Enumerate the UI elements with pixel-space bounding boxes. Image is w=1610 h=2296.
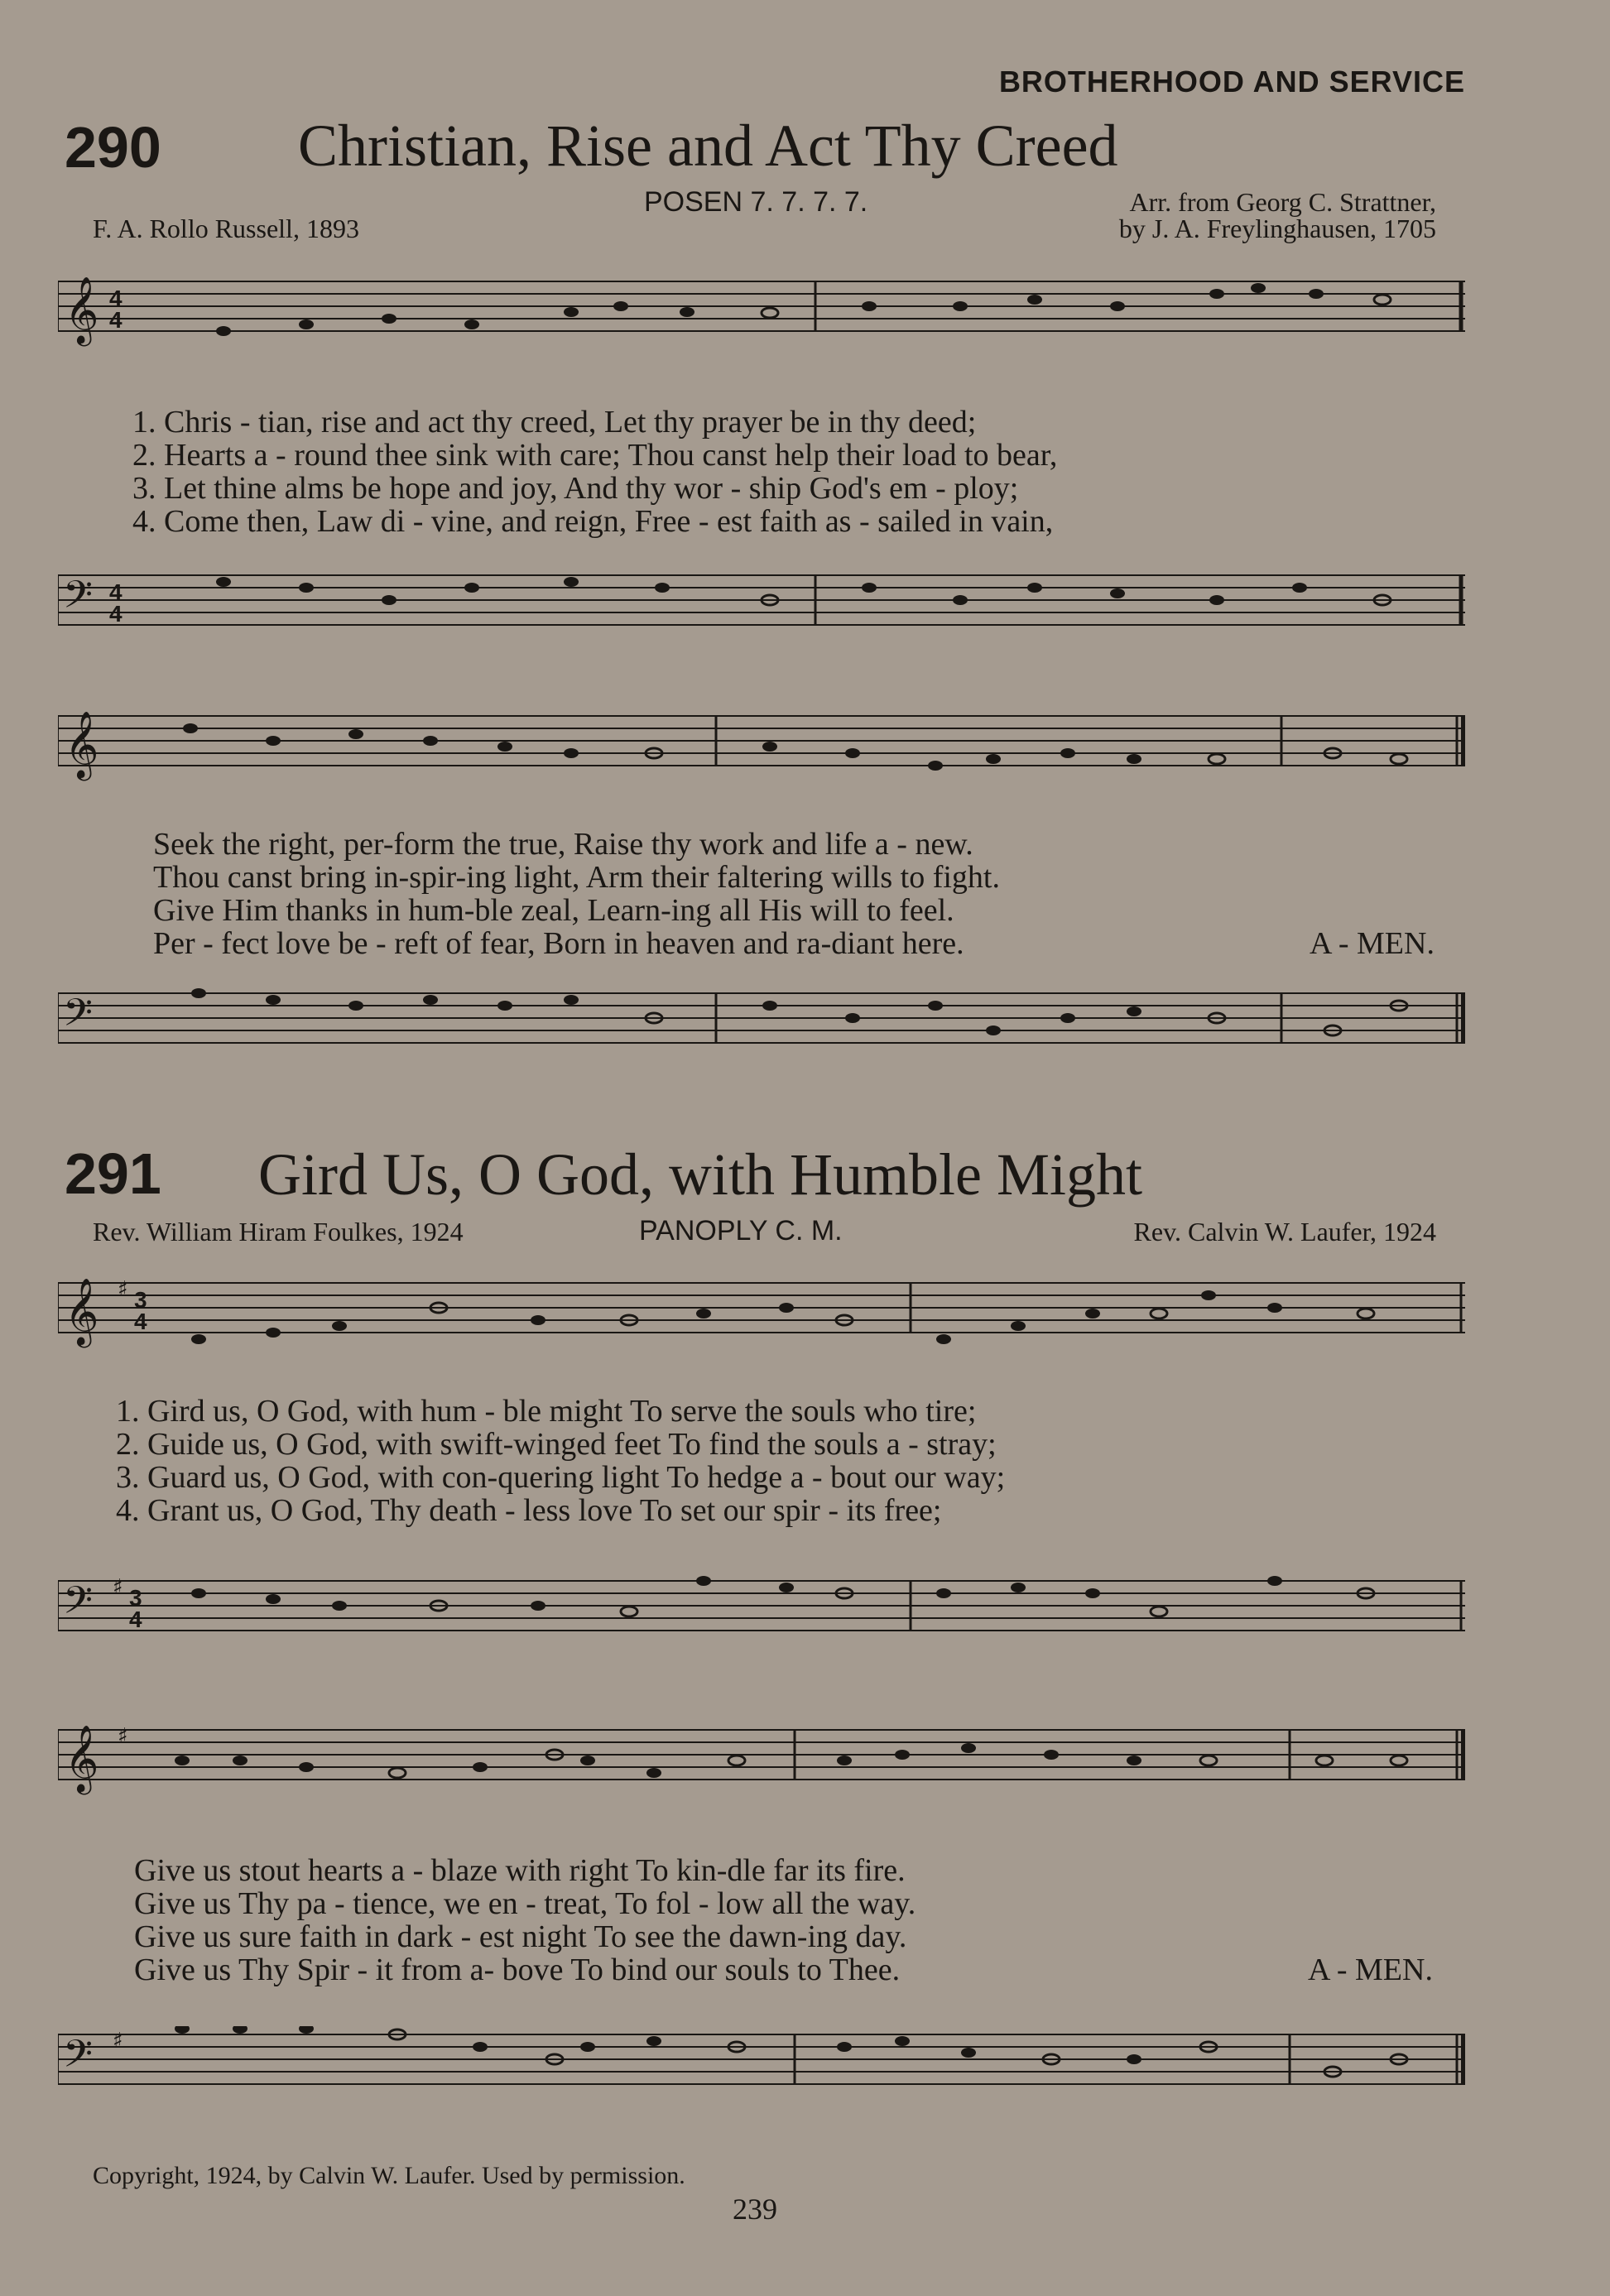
svg-text:𝄢: 𝄢	[63, 1578, 94, 1632]
hymn-290-treble-staff-2	[58, 708, 1465, 782]
svg-text:♯: ♯	[118, 1277, 128, 1302]
hymn-291-tune: PANOPLY C. M.	[639, 1215, 843, 1246]
hymn-291-verse-2-line-1: 2. Guide us, O God, with swift-winged feet To find the souls a - stray;	[116, 1427, 997, 1462]
hymn-291-composer: Rev. Calvin W. Laufer, 1924	[1133, 1217, 1436, 1246]
hymn-291-treble-staff-2	[58, 1722, 1465, 1796]
hymn-290-verse-2-line-2: Thou canst bring in-spir-ing light, Arm their faltering wills to fight.	[153, 860, 1000, 895]
hymn-290-verse-3-line-1: 3. Let thine alms be hope and joy, And thy wor - ship God's em - ploy;	[132, 471, 1019, 506]
hymn-291-verse-4-line-2: Give us Thy Spir - it from a- bove To bind our souls to Thee.	[134, 1953, 901, 1987]
hymn-290-verse-3-line-2: Give Him thanks in hum-ble zeal, Learn-ing all His will to feel.	[153, 893, 954, 928]
svg-text:𝄢: 𝄢	[63, 991, 94, 1045]
svg-text:3: 3	[129, 1585, 142, 1611]
hymn-291-bass-staff-2	[58, 2026, 1465, 2101]
svg-text:𝄞: 𝄞	[65, 710, 99, 778]
hymn-291-verse-2-line-2: Give us Thy pa - tience, we en - treat, To fol - low all the way.	[134, 1886, 916, 1921]
hymn-290-bass-staff-2	[58, 985, 1465, 1059]
svg-text:♯: ♯	[113, 2029, 123, 2053]
hymn-290-verse-4-line-1: 4. Come then, Law di - vine, and reign, Free - est faith as - sailed in vain,	[132, 504, 1054, 539]
svg-text:♯: ♯	[118, 1724, 128, 1749]
hymn-291-bass-staff-1	[58, 1573, 1465, 1647]
section-heading: BROTHERHOOD AND SERVICE	[998, 65, 1465, 98]
svg-text:4: 4	[109, 307, 123, 333]
hymn-290-verse-1-line-1: 1. Chris - tian, rise and act thy creed, Let thy prayer be in thy deed;	[132, 405, 977, 440]
svg-text:𝄞: 𝄞	[65, 276, 99, 343]
hymn-290-verse-2-line-1: 2. Hearts a - round thee sink with care; Thou canst help their load to bear,	[132, 438, 1058, 473]
svg-text:♯: ♯	[113, 1575, 123, 1600]
svg-text:4: 4	[129, 1607, 142, 1632]
hymn-291-verse-4-line-1: 4. Grant us, O God, Thy death - less love To set our spir - its free;	[116, 1493, 942, 1528]
hymn-290-amen: A - MEN.	[1310, 926, 1435, 961]
svg-text:𝄞: 𝄞	[65, 1277, 99, 1345]
hymn-291-verse-1-line-1: 1. Gird us, O God, with hum - ble might To serve the souls who tire;	[116, 1394, 977, 1429]
svg-text:4: 4	[109, 286, 123, 311]
hymn-291-amen: A - MEN.	[1308, 1953, 1433, 1987]
copyright-notice: Copyright, 1924, by Calvin W. Laufer. Used by permission.	[93, 2162, 685, 2189]
hymn-290-composer-line1: Arr. from Georg C. Strattner,	[1129, 187, 1436, 217]
hymn-290-verse-4-line-2: Per - fect love be - reft of fear, Born in heaven and ra-diant here.	[153, 926, 964, 961]
svg-text:4: 4	[109, 601, 123, 627]
hymn-290-tune: POSEN 7. 7. 7. 7.	[644, 186, 868, 218]
hymn-291-author: Rev. William Hiram Foulkes, 1924	[93, 1217, 464, 1246]
hymn-290-number: 290	[65, 115, 161, 180]
svg-text:3: 3	[134, 1287, 147, 1313]
hymn-290-treble-staff-1	[58, 273, 1465, 348]
hymn-291-treble-staff-1	[58, 1275, 1465, 1349]
hymn-291-verse-3-line-1: 3. Guard us, O God, with con-quering light To hedge a - bout our way;	[116, 1460, 1006, 1495]
hymn-290-bass-staff-1	[58, 567, 1465, 641]
svg-text:4: 4	[109, 579, 123, 605]
svg-text:4: 4	[134, 1309, 147, 1334]
hymn-291-verse-3-line-2: Give us sure faith in dark - est night To see the dawn-ing day.	[134, 1919, 907, 1954]
hymn-291-number: 291	[65, 1141, 161, 1206]
hymn-291-verse-1-line-2: Give us stout hearts a - blaze with right To kin-dle far its fire.	[134, 1853, 906, 1888]
svg-text:𝄞: 𝄞	[65, 1724, 99, 1792]
svg-text:𝄢: 𝄢	[63, 2032, 94, 2086]
hymn-291-title: Gird Us, O God, with Humble Might	[258, 1141, 1142, 1208]
hymn-290-author: F. A. Rollo Russell, 1893	[93, 214, 359, 243]
page-number: 239	[733, 2193, 777, 2226]
hymn-290-composer-line2: by J. A. Freylinghausen, 1705	[1118, 214, 1436, 243]
hymn-290-verse-1-line-2: Seek the right, per-form the true, Raise thy work and life a - new.	[153, 827, 973, 862]
hymn-290-title: Christian, Rise and Act Thy Creed	[298, 113, 1118, 179]
svg-text:𝄢: 𝄢	[63, 573, 94, 627]
